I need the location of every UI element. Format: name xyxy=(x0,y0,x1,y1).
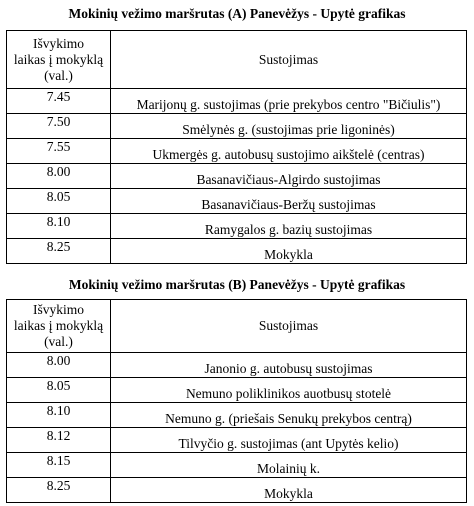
stop-name: Nemuno poliklinikos auotbusų stotelė xyxy=(111,378,467,403)
time-header-line-2: laikas į mokyklą xyxy=(13,51,104,67)
table-row xyxy=(7,114,467,139)
departure-time: 8.12 xyxy=(7,428,111,453)
time-header-line-3: (val.) xyxy=(44,334,73,349)
table-row xyxy=(7,353,467,378)
time-header-line-1: Išvykimo xyxy=(32,302,84,317)
table-row xyxy=(7,378,467,403)
stop-name: Smėlynės g. (sustojimas prie ligoninės) xyxy=(111,114,467,139)
schedule-a-header-row xyxy=(7,31,467,89)
schedule-a-table xyxy=(6,30,467,264)
table-row xyxy=(7,428,467,453)
departure-time: 7.45 xyxy=(7,89,111,114)
table-row xyxy=(7,403,467,428)
departure-time: 8.10 xyxy=(7,214,111,239)
table-row xyxy=(7,89,467,114)
stop-name: Nemuno g. (priešais Senukų prekybos centrą) xyxy=(111,403,467,428)
stop-name: Janonio g. autobusų sustojimas xyxy=(111,353,467,378)
table-row xyxy=(7,239,467,264)
departure-time: 8.00 xyxy=(7,353,111,378)
schedule-b-table xyxy=(6,299,467,503)
departure-time: 7.50 xyxy=(7,114,111,139)
time-header-line-3: (val.) xyxy=(44,67,73,83)
time-header-line-2: laikas į mokyklą xyxy=(13,318,104,333)
time-header xyxy=(7,31,111,89)
departure-time: 8.25 xyxy=(7,239,111,264)
table-row xyxy=(7,478,467,503)
departure-time: 8.05 xyxy=(7,189,111,214)
schedule-b-header-row xyxy=(7,300,467,353)
stop-name: Ukmergės g. autobusų sustojimo aikštelė (centras) xyxy=(111,139,467,164)
departure-time: 7.55 xyxy=(7,139,111,164)
table-row xyxy=(7,453,467,478)
stop-name: Basanavičiaus-Beržų sustojimas xyxy=(111,189,467,214)
stop-name: Ramygalos g. bazių sustojimas xyxy=(111,214,467,239)
stop-name: Basanavičiaus-Algirdo sustojimas xyxy=(111,164,467,189)
table-row xyxy=(7,139,467,164)
stop-header: Sustojimas xyxy=(111,300,467,353)
departure-time: 8.25 xyxy=(7,478,111,503)
departure-time: 8.05 xyxy=(7,378,111,403)
stop-name: Mokykla xyxy=(111,478,467,503)
table-row xyxy=(7,214,467,239)
stop-name: Molainių k. xyxy=(111,453,467,478)
stop-name: Marijonų g. sustojimas (prie prekybos centro "Bičiulis") xyxy=(111,89,467,114)
table-row xyxy=(7,164,467,189)
stop-name: Tilvyčio g. sustojimas (ant Upytės kelio) xyxy=(111,428,467,453)
time-header xyxy=(7,300,111,353)
departure-time: 8.00 xyxy=(7,164,111,189)
table-row xyxy=(7,189,467,214)
departure-time: 8.10 xyxy=(7,403,111,428)
schedule-b-title: Mokinių vežimo maršrutas (B) Panevėžys - Upytė grafikas xyxy=(68,277,406,292)
stop-header: Sustojimas xyxy=(111,31,467,89)
schedule-a-title: Mokinių vežimo maršrutas (A) Panevėžys - Upytė grafikas xyxy=(68,6,406,21)
time-header-line-1: Išvykimo xyxy=(32,35,84,51)
stop-name: Mokykla xyxy=(111,239,467,264)
departure-time: 8.15 xyxy=(7,453,111,478)
